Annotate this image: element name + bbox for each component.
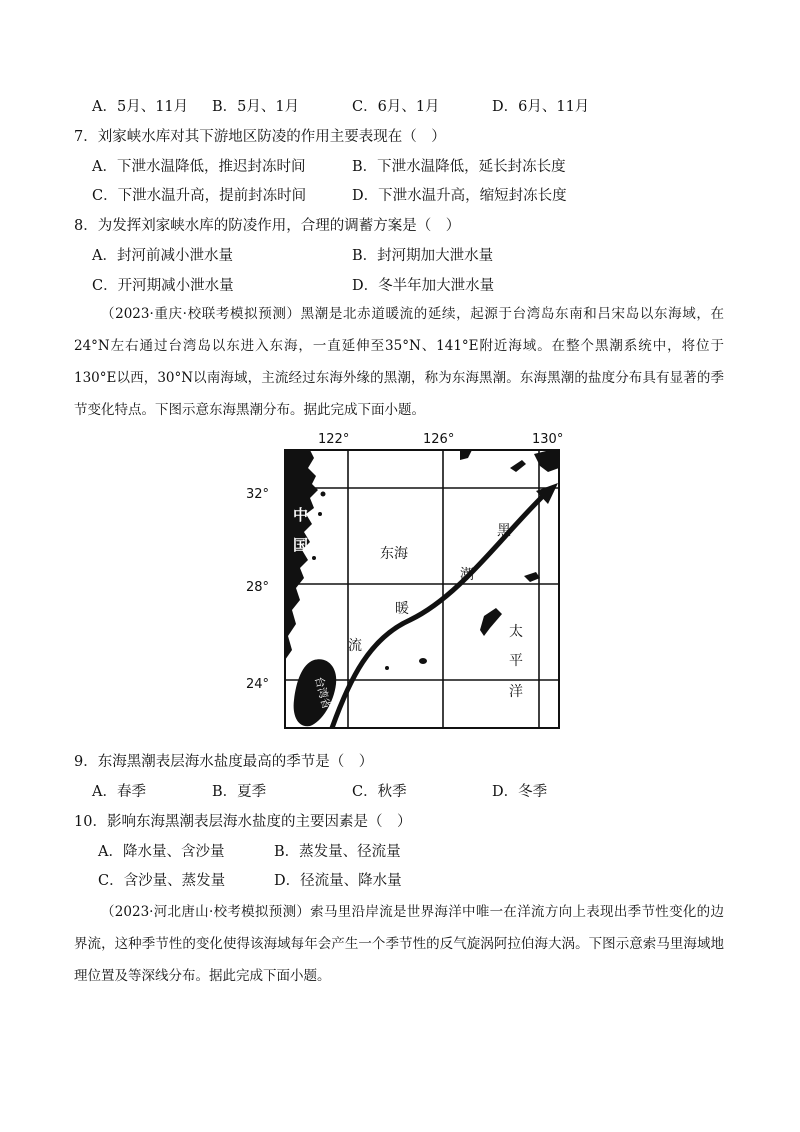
q6-option-d: D．6月、11月 (492, 99, 590, 115)
passage-kuroshio: （2023·重庆·校联考模拟预测）黑潮是北赤道暖流的延续，起源于台湾岛东南和吕宋岛以东海域，在24°N左右通过台湾岛以东进入东海，一直延伸至35°N、141°E附近海域。在整个黑潮系统中，将位于130°E以西，30°N以南海域，主流经过东海外缘的黑潮，称为东海黑潮。东海黑潮的盐度分布具有显著的季节变化特点。下图示意东海黑潮分布。据此完成下面小题。 (74, 306, 724, 418)
china-label-1: 中 (293, 506, 309, 524)
east-china-sea-kuroshio-map (240, 428, 570, 733)
q9-option-d: D．冬季 (492, 784, 548, 800)
lat-label-28: 28° (246, 580, 270, 595)
pacific-label-1: 太 (509, 624, 523, 640)
kuroshio-label-1: 黑 (497, 523, 511, 539)
q9-option-a: A．春季 (92, 784, 146, 800)
pacific-label-2: 平 (509, 653, 523, 669)
q8-stem: 8．为发挥刘家峡水库的防凌作用，合理的调蓄方案是（ ） (74, 218, 461, 234)
q7-stem: 7．刘家峡水库对其下游地区防凌的作用主要表现在（ ） (74, 129, 446, 145)
q7-option-c: C．下泄水温升高，提前封冻时间 (92, 188, 307, 204)
q8-option-c: C．开河期减小泄水量 (92, 278, 234, 294)
q9-option-b: B．夏季 (212, 784, 267, 800)
china-label-2: 国 (293, 536, 309, 554)
lon-label-122: 122° (318, 432, 350, 447)
q7-option-b: B．下泄水温降低，延长封冻长度 (352, 159, 566, 175)
current-label-2: 流 (348, 638, 362, 654)
q7-option-d: D．下泄水温升高，缩短封冻长度 (352, 188, 567, 204)
q10-option-c: C．含沙量、蒸发量 (98, 873, 226, 889)
current-label-1: 暖 (395, 601, 409, 617)
sea-label: 东海 (380, 546, 408, 562)
q10-option-d: D．径流量、降水量 (274, 873, 402, 889)
passage-somali: （2023·河北唐山·校考模拟预测）索马里沿岸流是世界海洋中唯一在洋流方向上表现出季节性变化的边界流，这种季节性的变化使得该海域每年会产生一个季节性的反气旋涡阿拉伯海大涡。下图示意索马里海域地理位置及等深线分布。据此完成下面小题。 (74, 904, 724, 984)
lon-label-130: 130° (532, 432, 564, 447)
q6-option-c: C．6月、1月 (352, 99, 440, 115)
lat-label-24: 24° (246, 677, 270, 692)
q10-stem: 10．影响东海黑潮表层海水盐度的主要因素是（ ） (74, 814, 412, 830)
pacific-label-3: 洋 (509, 684, 523, 700)
q6-option-b: B．5月、1月 (212, 99, 300, 115)
taiwan-label: 台湾省 (312, 675, 334, 711)
lat-label-32: 32° (246, 487, 270, 502)
q8-option-d: D．冬半年加大泄水量 (352, 278, 495, 294)
q7-option-a: A．下泄水温降低，推迟封冻时间 (92, 159, 306, 175)
q8-option-a: A．封河前减小泄水量 (92, 248, 233, 264)
q9-option-c: C．秋季 (352, 784, 407, 800)
q10-option-b: B．蒸发量、径流量 (274, 844, 401, 860)
q9-stem: 9．东海黑潮表层海水盐度最高的季节是（ ） (74, 754, 374, 770)
q10-option-a: A．降水量、含沙量 (98, 844, 225, 860)
kuroshio-label-2: 潮 (460, 567, 474, 583)
q6-option-a: A．5月、11月 (92, 99, 189, 115)
lon-label-126: 126° (423, 432, 455, 447)
q8-option-b: B．封河期加大泄水量 (352, 248, 494, 264)
